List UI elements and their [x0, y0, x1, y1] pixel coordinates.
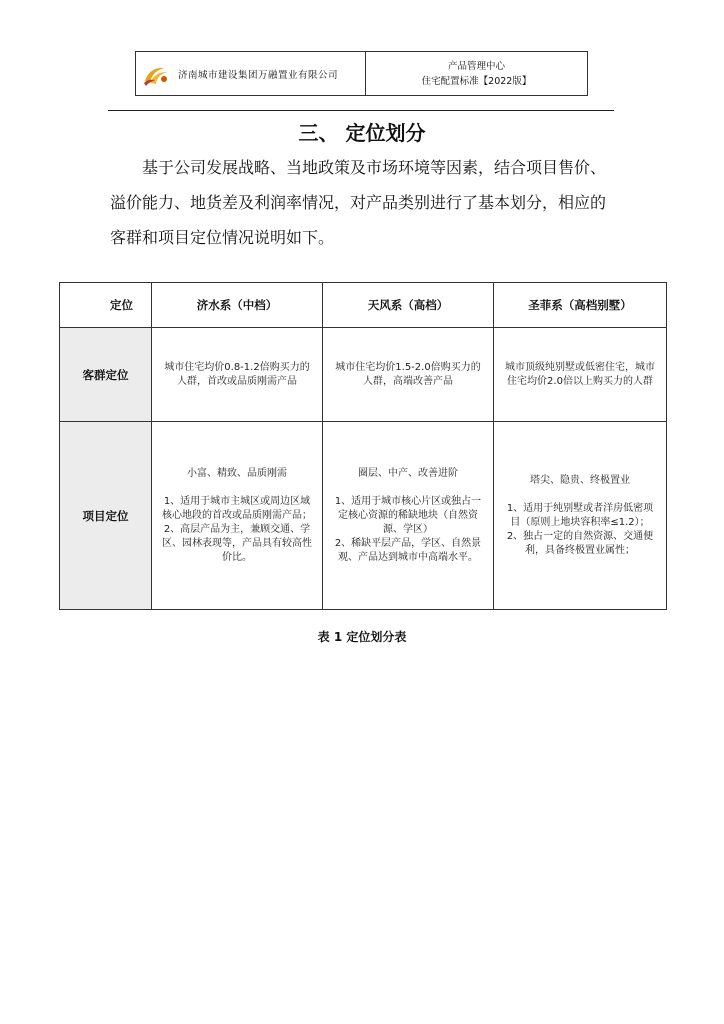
project-point-2: 2、高层产品为主，兼顾交通、学区、园林表现等，产品具有较高性价比。 — [162, 523, 312, 563]
intro-paragraph — [110, 150, 620, 255]
header-doc-cell — [366, 52, 587, 95]
table-caption: 表 1 定位划分表 — [317, 630, 407, 644]
header-cell-positioning: 定位 — [60, 283, 152, 328]
customer-cell-tianfeng: 城市住宅均价1.5-2.0倍购买力的人群，高端改善产品 — [323, 328, 494, 422]
project-point-2: 2、独占一定的自然资源、交通便利，具备终极置业属性； — [506, 530, 654, 556]
header-company-cell — [136, 52, 366, 95]
project-tagline: 圈层、中产、改善进阶 — [358, 467, 458, 479]
document-name: 住宅配置标准【2022版】 — [421, 75, 532, 87]
customer-cell-shengfei: 城市顶级纯别墅或低密住宅，城市住宅均价2.0倍以上购买力的人群 — [494, 328, 667, 422]
project-tagline: 塔尖、隐贵、终极置业 — [530, 474, 630, 486]
intro-text: 基于公司发展战略、当地政策及市场环境等因素，结合项目售价、溢价能力、地货差及利润率情况，对产品类别进行了基本划分，相应的客群和项目定位情况说明如下。 — [110, 158, 607, 247]
customer-positioning-row — [60, 328, 667, 422]
project-cell-shengfei — [494, 422, 667, 610]
project-point-1: 1、适用于城市主城区或周边区域核心地段的首改或品质刚需产品； — [162, 495, 312, 521]
project-tagline: 小富、精致、品质刚需 — [187, 467, 287, 479]
header-cell-tianfeng: 天风系（高档） — [323, 283, 494, 328]
header-rule — [108, 110, 614, 111]
row-label-customer: 客群定位 — [60, 328, 152, 422]
header-cell-shengfei: 圣菲系（高档别墅） — [494, 283, 667, 328]
project-point-1: 1、适用于纯别墅或者洋房低密项目（原则上地块容积率≤1.2）； — [506, 502, 654, 528]
project-positioning-row — [60, 422, 667, 610]
project-point-2: 2、稀缺平层产品，学区、自然景观、产品达到城市中高端水平。 — [334, 537, 482, 563]
customer-cell-jishui: 城市住宅均价0.8-1.2倍购买力的人群，首改或品质刚需产品 — [152, 328, 323, 422]
table-header-row — [60, 283, 667, 328]
section-title: 三、 定位划分 — [298, 121, 426, 145]
department-name: 产品管理中心 — [447, 60, 505, 72]
company-logo-icon — [142, 61, 170, 87]
document-header — [135, 51, 588, 96]
project-cell-jishui — [152, 422, 323, 610]
company-name: 济南城市建设集团万融置业有限公司 — [178, 69, 339, 81]
project-point-1: 1、适用于城市核心片区或独占一定核心资源的稀缺地块（自然资源、学区） — [334, 495, 482, 535]
positioning-table — [59, 282, 667, 610]
project-cell-tianfeng — [323, 422, 494, 610]
header-cell-jishui: 济水系（中档） — [152, 283, 323, 328]
row-label-project: 项目定位 — [60, 422, 152, 610]
